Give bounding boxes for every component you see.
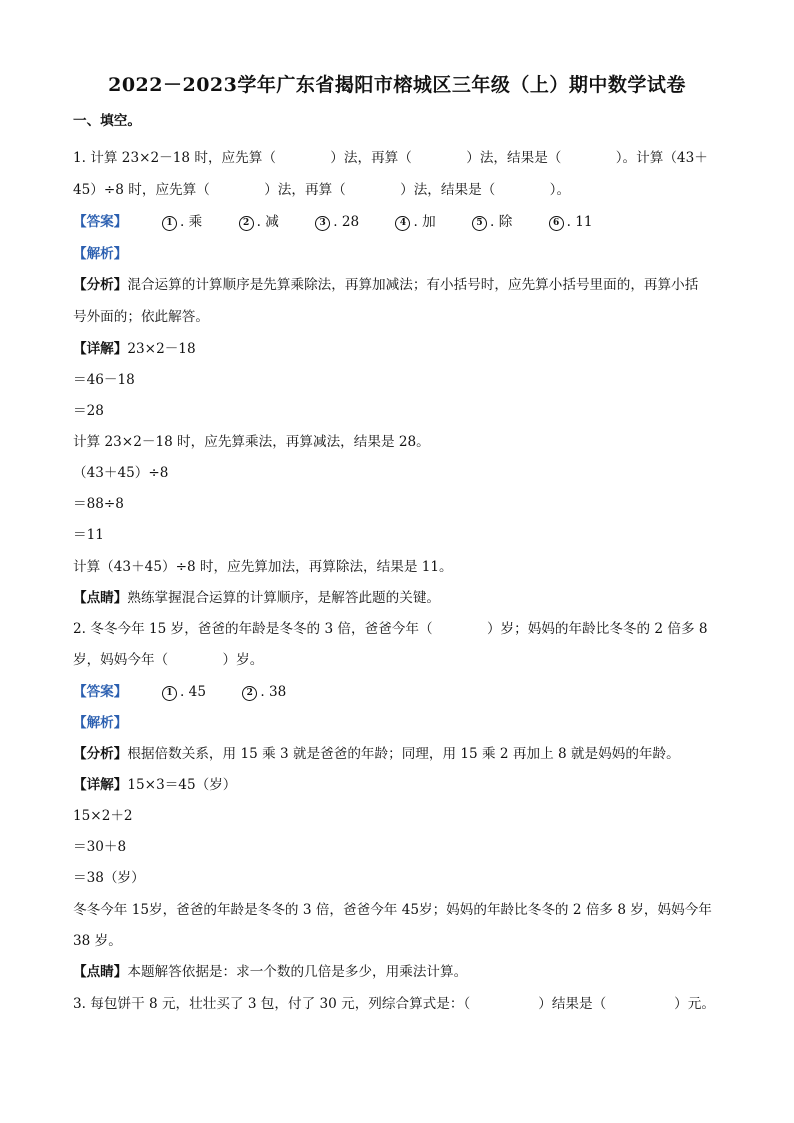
question-1-analysis-line-1: 【分析】混合运算的计算顺序是先算乘除法，再算加减法；有小括号时，应先算小括号里面的，再算小括 [73, 277, 699, 293]
answer-option: 5 . 除 [472, 213, 512, 231]
answer-option: 2 . 38 [242, 683, 286, 701]
calc-step: ＝38（岁） [73, 870, 145, 886]
answer-option: 6 . 11 [549, 213, 593, 231]
answer-label: 【答案】 [73, 214, 128, 230]
question-1-line-1: 1. 计算 23×2－18 时，应先算（ ）法，再算（ ）法，结果是（ ）。计算（43＋ [73, 150, 708, 166]
calc-step: 15×2＋2 [73, 808, 133, 824]
question-1-line-2: 45）÷8 时，应先算（ ）法，再算（ ）法，结果是（ ）。 [73, 182, 571, 198]
question-1-conclusion-2: 计算（43＋45）÷8 时，应先算加法，再算除法，结果是 11。 [73, 559, 453, 575]
page-title: 2022－2023学年广东省揭阳市榕城区三年级（上）期中数学试卷 [108, 74, 686, 96]
answer-option: 3 . 28 [315, 213, 359, 231]
question-1-tip: 【点睛】熟练掌握混合运算的计算顺序，是解答此题的关键。 [73, 590, 441, 606]
calc-step: ＝30＋8 [73, 839, 127, 855]
answer-option: 2 . 减 [239, 213, 279, 231]
calc-step: ＝11 [73, 527, 104, 543]
question-2-line-1: 2. 冬冬今年 15 岁，爸爸的年龄是冬冬的 3 倍，爸爸今年（ ）岁；妈妈的年龄比冬冬的 2 倍多 8 [73, 621, 708, 637]
calc-step: ＝46－18 [73, 372, 135, 388]
question-1-analysis-line-2: 号外面的；依此解答。 [73, 309, 209, 325]
answer-option: 4 . 加 [395, 213, 435, 231]
question-2-conclusion-line-1: 冬冬今年 15岁，爸爸的年龄是冬冬的 3 倍，爸爸今年 45岁；妈妈的年龄比冬冬的 2 倍多 8 岁，妈妈今年 [73, 902, 712, 918]
question-2-answer-row [73, 683, 318, 701]
calc-expression: （43＋45）÷8 [73, 465, 169, 481]
analysis-label: 【解析】 [73, 715, 128, 731]
calc-step: ＝88÷8 [73, 496, 124, 512]
answer-option: 1 . 45 [162, 683, 206, 701]
question-2-line-2: 岁，妈妈今年（ ）岁。 [73, 652, 264, 668]
question-2-analysis: 【分析】根据倍数关系，用 15 乘 3 就是爸爸的年龄；同理，用 15 乘 2 再加上 8 就是妈妈的年龄。 [73, 746, 680, 762]
question-1-answer-row [73, 213, 625, 231]
answer-label: 【答案】 [73, 684, 128, 700]
answer-option: 1 . 乘 [162, 213, 202, 231]
question-2-conclusion-line-2: 38 岁。 [73, 933, 122, 949]
analysis-label: 【解析】 [73, 246, 128, 262]
calc-step: ＝28 [73, 403, 104, 419]
question-1-detail-line: 【详解】23×2－18 [73, 341, 196, 357]
question-1-conclusion-1: 计算 23×2－18 时，应先算乘法，再算减法，结果是 28。 [73, 434, 430, 450]
question-2-detail-line: 【详解】15×3＝45（岁） [73, 777, 237, 793]
question-2-tip: 【点睛】本题解答依据是：求一个数的几倍是多少，用乘法计算。 [73, 964, 468, 980]
section-heading: 一、填空。 [73, 113, 141, 129]
question-3-line-1: 3. 每包饼干 8 元，壮壮买了 3 包，付了 30 元，列综合算式是：（ ）结果是（ ）元。 [73, 996, 715, 1012]
